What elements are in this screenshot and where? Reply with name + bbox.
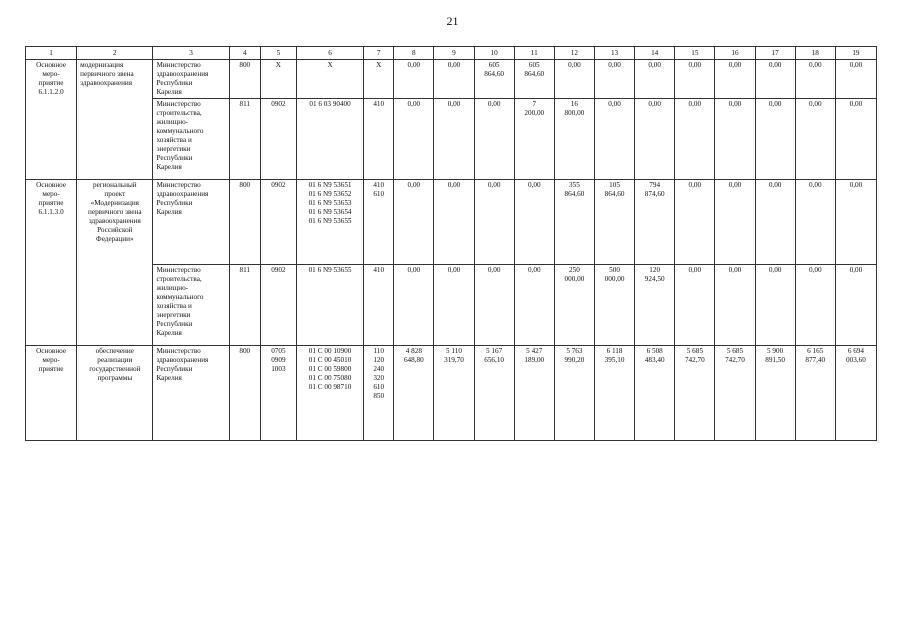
table-cell: 0,00	[675, 180, 715, 265]
column-header: 16	[715, 47, 755, 60]
table-cell: 5 685 742,70	[675, 346, 715, 441]
table-cell: 5 763 990,20	[554, 346, 594, 441]
column-header: 10	[474, 47, 514, 60]
executor-cell: Министерство здравоохранения Республики Карелия	[153, 180, 229, 265]
table-cell: 5 685 742,70	[715, 346, 755, 441]
header-row	[26, 47, 877, 60]
activity-cell: Основное меро- приятие	[26, 346, 77, 441]
table-cell: 410	[364, 99, 394, 180]
column-header: 13	[594, 47, 634, 60]
table-cell: 0,00	[795, 99, 835, 180]
table-cell: 7 200,00	[514, 99, 554, 180]
table-cell: 6 508 483,40	[635, 346, 675, 441]
column-header: 1	[26, 47, 77, 60]
table-cell: 0,00	[715, 180, 755, 265]
table-cell: 0,00	[835, 265, 876, 346]
table-cell: 0,00	[394, 60, 434, 99]
table-cell: 0,00	[434, 60, 474, 99]
table-cell: X	[296, 60, 363, 99]
table-cell: 0,00	[594, 99, 634, 180]
table-cell: 355 864,60	[554, 180, 594, 265]
activity-name-cell: региональный проект «Модернизация первичного звена здравоохранения Российской Федерации»	[77, 180, 153, 346]
table-cell: 800	[229, 60, 260, 99]
table-cell: 0,00	[715, 99, 755, 180]
table-cell: 105 864,60	[594, 180, 634, 265]
executor-cell: Министерство здравоохранения Республики Карелия	[153, 60, 229, 99]
table-cell: 120 924,50	[635, 265, 675, 346]
table-cell: 0,00	[474, 99, 514, 180]
table-cell: 0,00	[434, 180, 474, 265]
table-cell: 800	[229, 346, 260, 441]
table-cell: 0,00	[675, 265, 715, 346]
column-header: 4	[229, 47, 260, 60]
column-header: 14	[635, 47, 675, 60]
activity-name-cell: модернизация первичного звена здравоохранения	[77, 60, 153, 180]
table-cell: 794 874,60	[635, 180, 675, 265]
table-cell: 5 427 189,00	[514, 346, 554, 441]
table-cell: 0,00	[835, 60, 876, 99]
table-cell: 6 694 003,60	[835, 346, 876, 441]
table-cell: 01 6 N9 53655	[296, 265, 363, 346]
table-cell: 01 С 00 10900 01 С 00 45010 01 С 00 59800 01 С 00 75080 01 С 00 98710	[296, 346, 363, 441]
executor-cell: Министерство здравоохранения Республики Карелия	[153, 346, 229, 441]
activity-cell: Основное меро- приятие 6.1.1.2.0	[26, 60, 77, 180]
column-header: 11	[514, 47, 554, 60]
table-cell: 0,00	[675, 60, 715, 99]
table-cell: 01 6 03 90400	[296, 99, 363, 180]
column-header: 2	[77, 47, 153, 60]
table-row	[26, 60, 877, 99]
executor-cell: Министерство строительства, жилищно- коммунального хозяйства и энергетики Республики Карелия	[153, 99, 229, 180]
table-cell: 0,00	[755, 99, 795, 180]
table-cell: 0,00	[635, 60, 675, 99]
table-row	[26, 265, 877, 346]
table-cell: 0,00	[514, 265, 554, 346]
table-row	[26, 99, 877, 180]
table-cell: 0,00	[795, 180, 835, 265]
table-cell: 500 000,00	[594, 265, 634, 346]
table-cell: 0,00	[394, 180, 434, 265]
table-cell: 01 6 N9 53651 01 6 N9 53652 01 6 N9 53653 01 6 N9 53654 01 6 N9 53655	[296, 180, 363, 265]
table-cell: 0,00	[594, 60, 634, 99]
table-cell: 5 110 319,70	[434, 346, 474, 441]
table-cell: 16 800,00	[554, 99, 594, 180]
table-cell: 250 000,00	[554, 265, 594, 346]
table-cell: 0,00	[675, 99, 715, 180]
table-cell: 605 864,60	[474, 60, 514, 99]
column-header: 5	[260, 47, 296, 60]
table-cell: 0,00	[755, 60, 795, 99]
table-cell: 0,00	[835, 180, 876, 265]
table-cell: 0,00	[795, 60, 835, 99]
table-cell: 0,00	[835, 99, 876, 180]
page-number: 21	[446, 14, 459, 28]
column-header: 15	[675, 47, 715, 60]
table-cell: 0,00	[755, 265, 795, 346]
table-cell: 5 900 891,50	[755, 346, 795, 441]
table-cell: 0,00	[514, 180, 554, 265]
table-cell: 4 828 648,80	[394, 346, 434, 441]
column-header: 19	[835, 47, 876, 60]
table-cell: 6 165 877,40	[795, 346, 835, 441]
table-cell: 800	[229, 180, 260, 265]
column-header: 18	[795, 47, 835, 60]
budget-table	[25, 46, 877, 441]
table-cell: 5 167 656,10	[474, 346, 514, 441]
table-cell: 0,00	[474, 180, 514, 265]
activity-name-cell: обеспечение реализации государственной программы	[77, 346, 153, 441]
table-cell: 605 864,60	[514, 60, 554, 99]
activity-cell: Основное меро- приятие 6.1.1.3.0	[26, 180, 77, 346]
table-row	[26, 180, 877, 265]
table-cell: 410	[364, 265, 394, 346]
table-cell: 0902	[260, 265, 296, 346]
table-cell: 110 120 240 320 610 850	[364, 346, 394, 441]
column-header: 6	[296, 47, 363, 60]
table-cell: 811	[229, 265, 260, 346]
table-cell: 0,00	[715, 265, 755, 346]
table-cell: 0,00	[434, 99, 474, 180]
table-cell: 0,00	[795, 265, 835, 346]
table-cell: 6 118 395,10	[594, 346, 634, 441]
column-header: 3	[153, 47, 229, 60]
table-cell: X	[364, 60, 394, 99]
table-cell: X	[260, 60, 296, 99]
table-cell: 0,00	[394, 265, 434, 346]
table-cell: 811	[229, 99, 260, 180]
table-cell: 0902	[260, 99, 296, 180]
table-cell: 0,00	[434, 265, 474, 346]
column-header: 12	[554, 47, 594, 60]
table-cell: 0,00	[755, 180, 795, 265]
table-cell: 0,00	[394, 99, 434, 180]
column-header: 8	[394, 47, 434, 60]
table-row	[26, 346, 877, 441]
table-cell: 0,00	[635, 99, 675, 180]
table-cell: 410 610	[364, 180, 394, 265]
column-header: 7	[364, 47, 394, 60]
table-cell: 0,00	[474, 265, 514, 346]
executor-cell: Министерство строительства, жилищно- коммунального хозяйства и энергетики Республики Карелия	[153, 265, 229, 346]
column-header: 9	[434, 47, 474, 60]
table-cell: 0902	[260, 180, 296, 265]
table-cell: 0,00	[554, 60, 594, 99]
table-cell: 0705 0909 1003	[260, 346, 296, 441]
table-cell: 0,00	[715, 60, 755, 99]
column-header: 17	[755, 47, 795, 60]
